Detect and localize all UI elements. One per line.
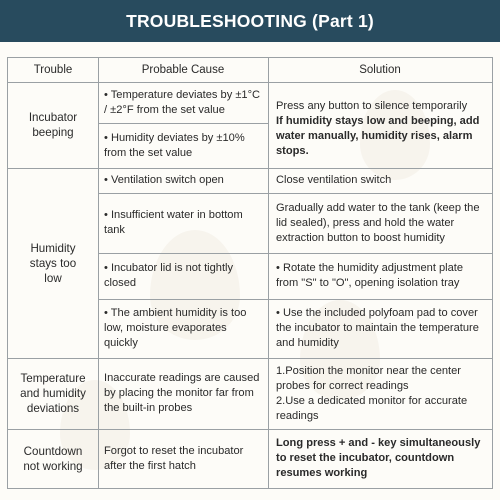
solution-reset-incubator: Long press + and - key simultaneously to reset the incubator, countdown resumes working: [276, 437, 481, 479]
column-header-trouble: Trouble: [33, 63, 73, 76]
solution-close-ventilation: Close ventilation switch: [276, 174, 392, 186]
cause-ventilation-open: • Ventilation switch open: [104, 174, 224, 186]
trouble-humidity-too-low: Humidity stays too low: [29, 241, 77, 285]
solution-rotate-plate: • Rotate the humidity adjustment plate from "S" to "O", opening isolation tray: [276, 262, 464, 289]
cause-insufficient-water: • Insufficient water in bottom tank: [104, 209, 243, 236]
solution-beeping: [268, 82, 492, 168]
solution-step-2: 2.Use a dedicated monitor for accurate readings: [276, 394, 468, 422]
cause-forgot-reset: Forgot to reset the incubator after the first hatch: [104, 444, 244, 472]
column-header-probable-cause: Probable Cause: [141, 63, 225, 76]
trouble-incubator-beeping: Incubator beeping: [28, 111, 78, 139]
trouble-countdown-not-working: Countdown not working: [23, 444, 83, 473]
cause-inaccurate-readings: Inaccurate readings are caused by placing the monitor far from the built-in probes: [104, 372, 260, 414]
solution-step-1: 1.Position the monitor near the center probes for correct readings: [276, 364, 462, 392]
page-title: TROUBLESHOOTING (Part 1): [0, 0, 500, 42]
cause-ambient-humidity-low: • The ambient humidity is too low, moisture evaporates quickly: [104, 307, 247, 349]
solution-add-water: Gradually add water to the tank (keep the lid sealed), press and hold the water extraction button to boost humidity: [276, 201, 480, 244]
cause-humidity-deviation: • Humidity deviates by ±10% from the set value: [104, 131, 245, 159]
troubleshooting-table: [7, 57, 493, 489]
cause-temperature-deviation: • Temperature deviates by ±1°C / ±2°F from the set value: [104, 88, 261, 116]
column-header-solution: Solution: [359, 63, 401, 76]
solution-polyfoam-pad: • Use the included polyfoam pad to cover the incubator to maintain the temperature and humidity: [276, 307, 479, 349]
cause-lid-not-closed: • Incubator lid is not tightly closed: [104, 262, 234, 289]
trouble-temp-humidity-deviations: Temperature and humidity deviations: [20, 372, 86, 415]
solution-beeping-plain: Press any button to silence temporarily: [276, 100, 468, 112]
solution-monitor-position: [268, 358, 492, 429]
solution-beeping-bold: If humidity stays low and beeping, add water manually, humidity rises, alarm stops.: [276, 115, 480, 157]
